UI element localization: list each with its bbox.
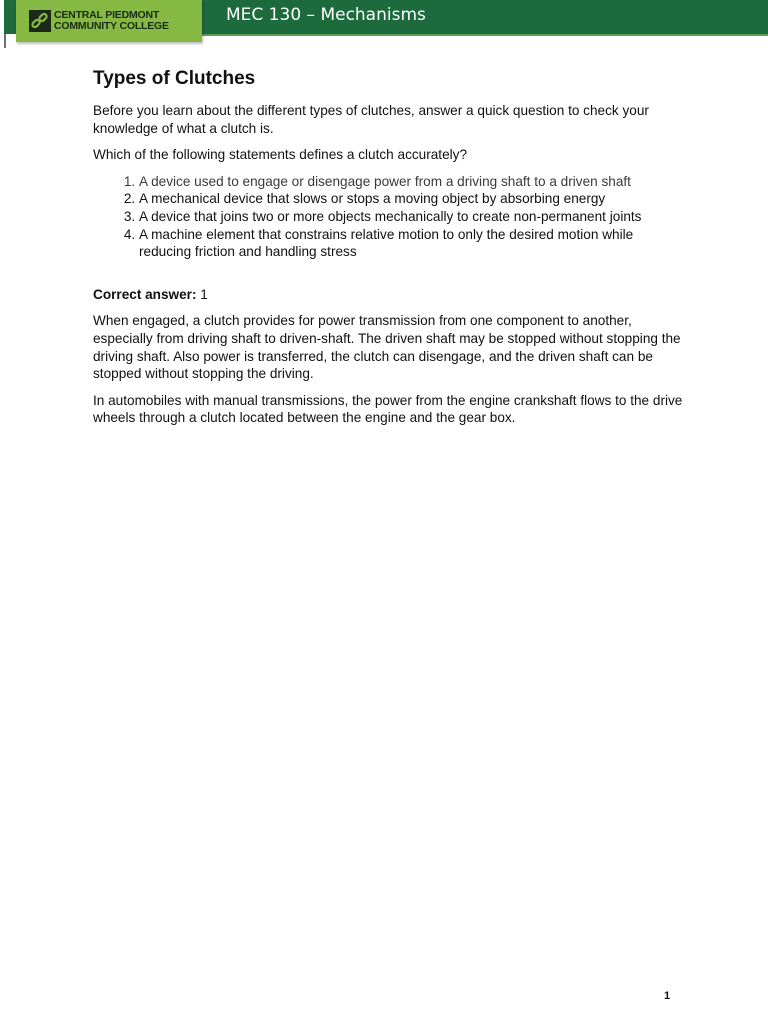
option-item: 3. A device that joins two or more objects mechanically to create non-permanent joints	[139, 208, 683, 226]
page-title: Types of Clutches	[93, 68, 256, 89]
logo-line-1: CENTRAL PIEDMONT	[54, 9, 160, 21]
option-item: 1. A device used to engage or disengage power from a driving shaft to a driven shaft	[139, 173, 683, 191]
document-body	[93, 66, 683, 436]
logo-text	[54, 10, 169, 32]
correct-answer-value: 1	[196, 286, 208, 302]
intro-paragraph: Before you learn about the different types of clutches, answer a quick question to check your knowledge of what a clutch is.	[93, 103, 649, 136]
correct-answer-label: Correct answer:	[93, 286, 197, 302]
college-logo	[16, 0, 202, 42]
automobile-paragraph: In automobiles with manual transmissions, the power from the engine crankshaft flows to the drive wheels through a clutch located between the engine and the gear box.	[93, 392, 683, 426]
header-underline	[200, 34, 768, 36]
logo-line-2: COMMUNITY COLLEGE	[54, 20, 169, 32]
chain-link-icon	[29, 10, 51, 32]
question-text: Which of the following statements defines a clutch accurately?	[93, 147, 468, 163]
explanation-paragraph: When engaged, a clutch provides for power transmission from one component to another, especially from driving shaft to driven-shaft. The driven shaft may be stopped without stopping the driving shaft. Also power is transferred, the clutch can disengage, and the driven shaft can be stopped without stopping the driving.	[93, 313, 681, 382]
correct-answer	[93, 286, 683, 304]
course-title: MEC 130 – Mechanisms	[226, 5, 426, 25]
option-item: 4. A machine element that constrains relative motion to only the desired motion while reducing friction and handling stress	[139, 226, 683, 261]
page-header	[4, 0, 768, 48]
page-number: 1	[664, 990, 671, 1002]
option-item: 2. A mechanical device that slows or stops a moving object by absorbing energy	[139, 190, 683, 208]
answer-options-list	[93, 173, 683, 261]
header-left-rule	[4, 34, 6, 48]
